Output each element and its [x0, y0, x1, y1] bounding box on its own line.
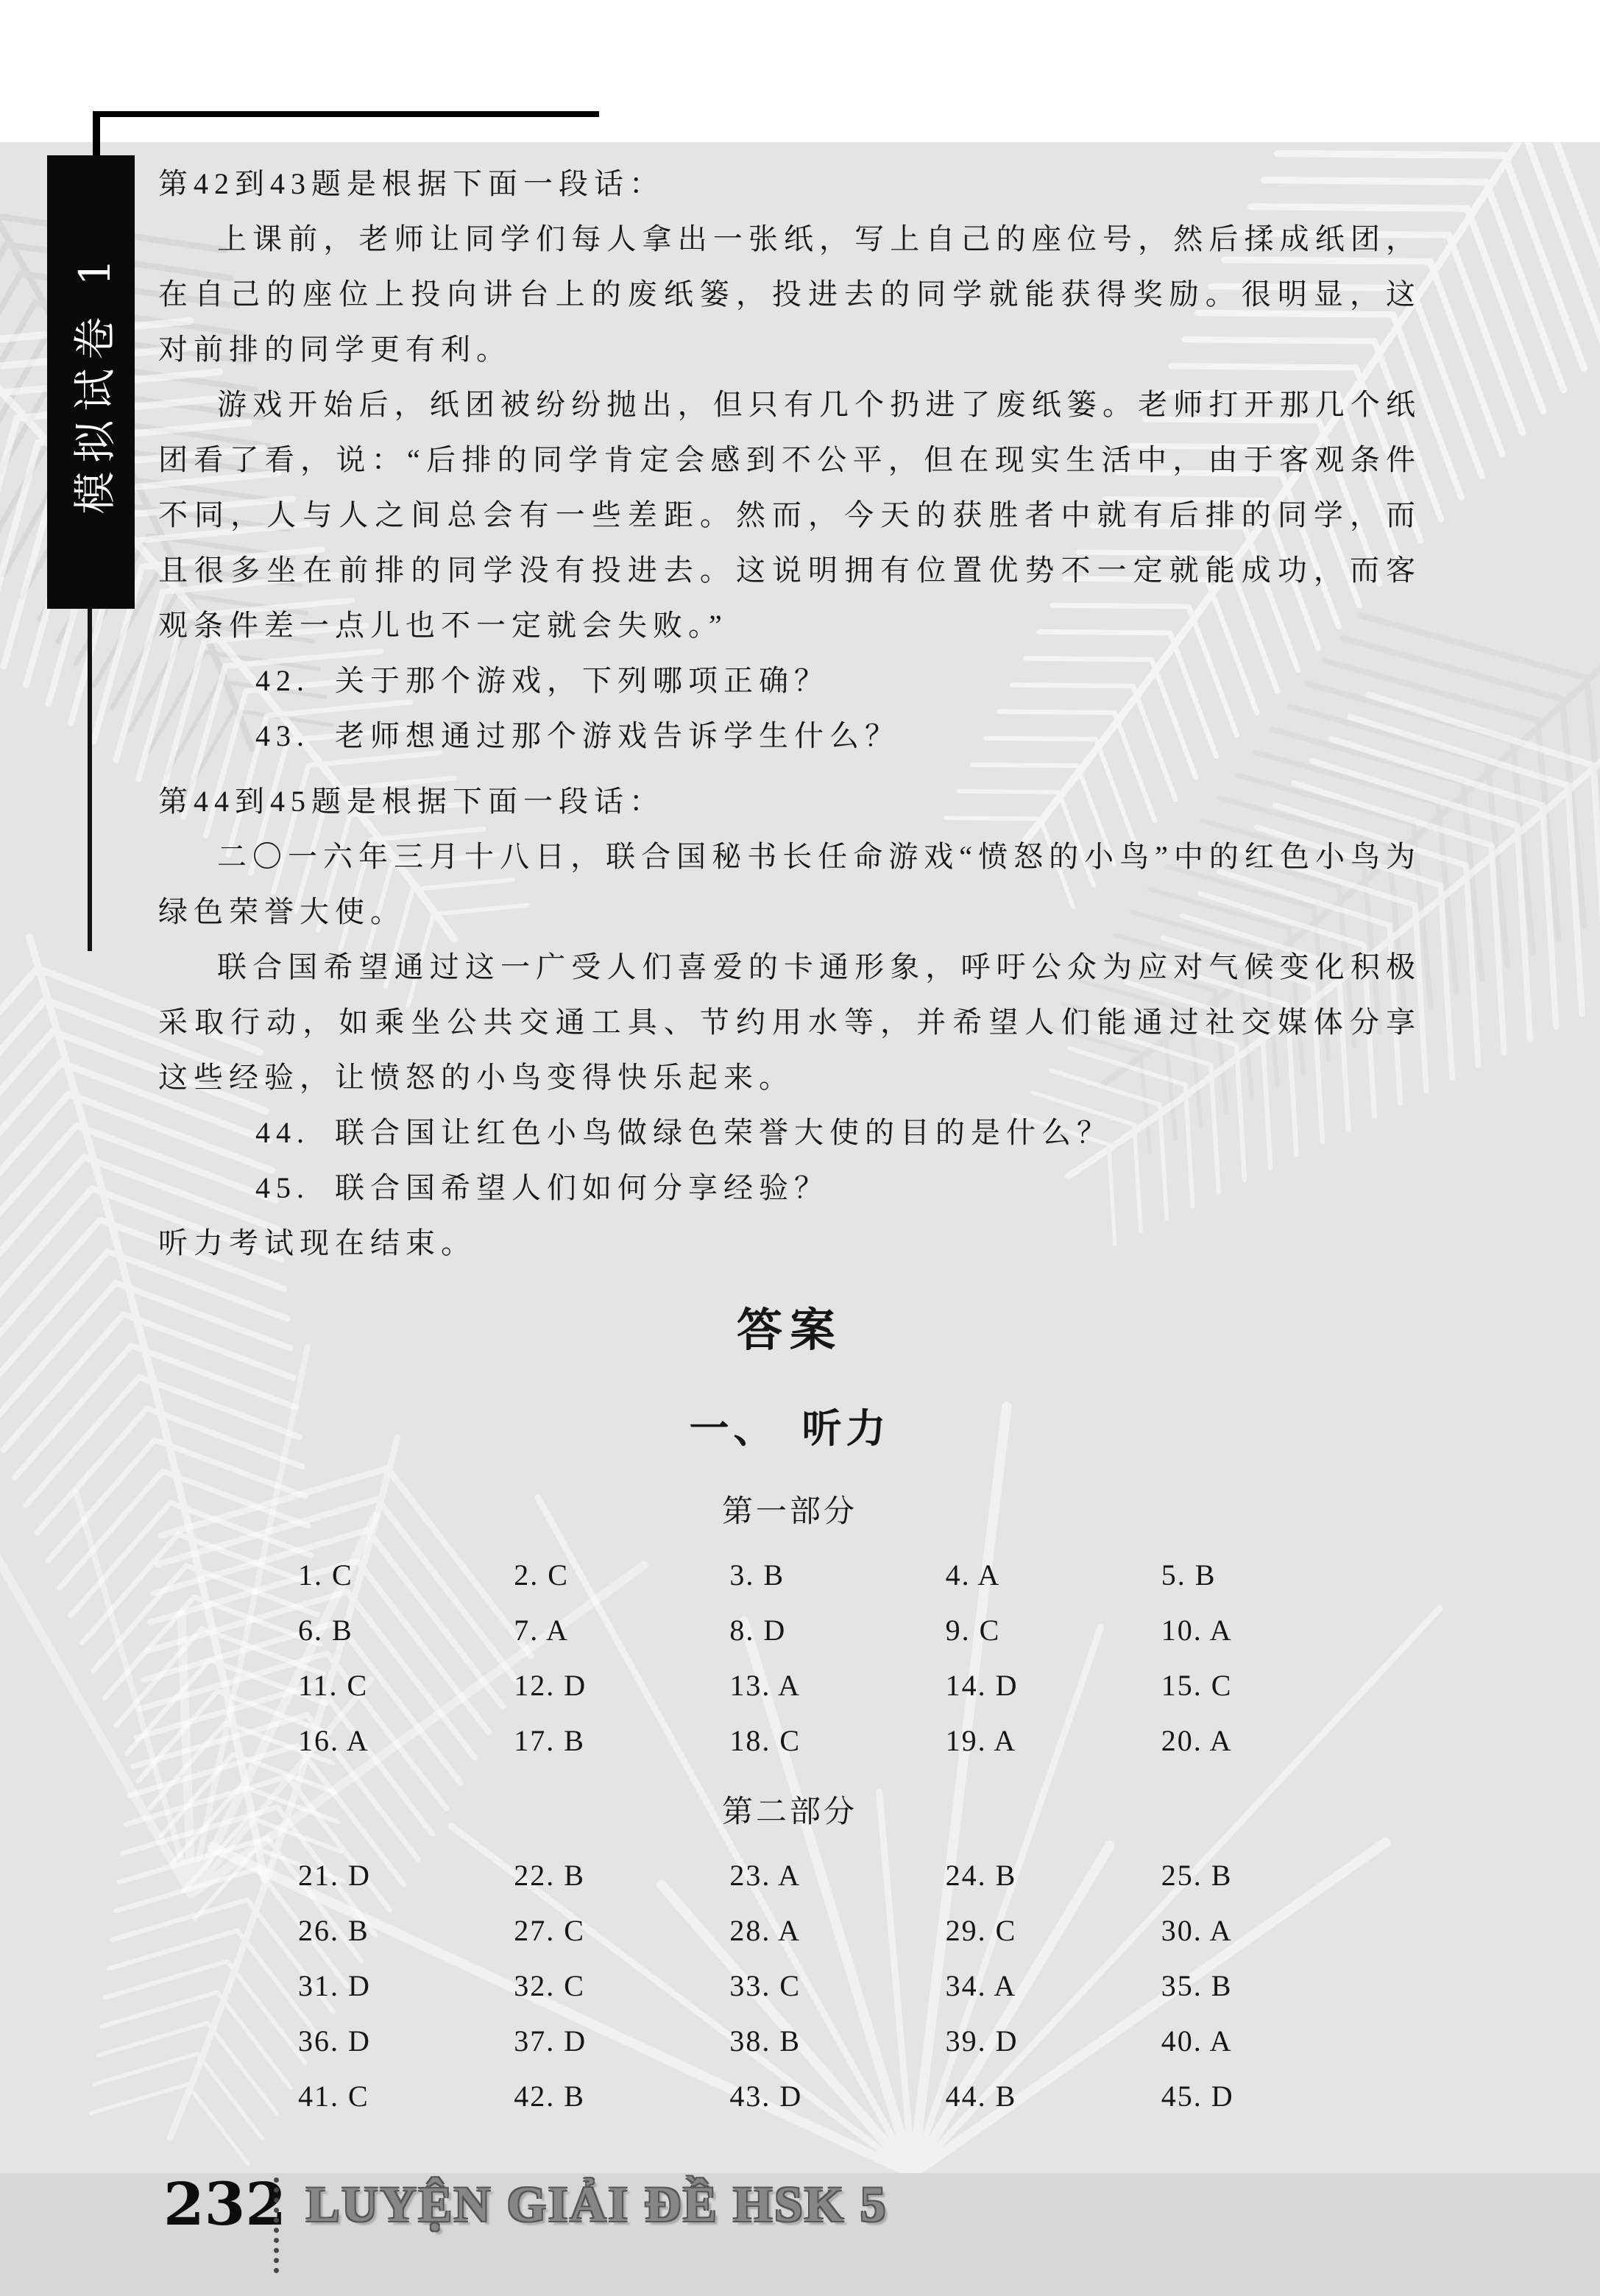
passage1-paragraph-2: 游戏开始后，纸团被纷纷抛出，但只有几个扔进了废纸篓。老师打开那几个纸团看了看，说：“后排的同学肯定会感到不公平，但在现实生活中，由于客观条件不同，人与人之间总会有一些差距。然而，今天的获胜者中就有后排的同学，而且很多坐在前排的同学没有投进去。这说明拥有位置优势不一定就能成功，而客观条件差一点儿也不一定就会失败。”: [158, 388, 1421, 642]
answer-item: 28. A: [729, 1914, 801, 1947]
answer-item: 22. B: [514, 1859, 585, 1892]
part2-answer-grid: [158, 1848, 1421, 2124]
part2-header: 第二部分: [721, 1795, 857, 1829]
passage2-paragraph-2: 联合国希望通过这一广受人们喜爱的卡通形象，呼吁公众为应对气候变化积极采取行动，如乘坐公共交通工具、节约用水等，并希望人们能通过社交媒体分享这些经验，让愤怒的小鸟变得快乐起来。: [158, 950, 1421, 1094]
answer-item: 36. D: [298, 2024, 371, 2057]
question-42-number: 42.: [255, 664, 310, 697]
answer-item: 23. A: [729, 1859, 801, 1892]
answer-item: 17. B: [514, 1724, 585, 1757]
question-43-text: 老师想通过那个游戏告诉学生什么？: [335, 719, 900, 752]
part1-header: 第一部分: [721, 1495, 857, 1529]
passage2-paragraph-1: 二〇一六年三月十八日，联合国秘书长任命游戏“愤怒的小鸟”中的红色小鸟为绿色荣誉大使。: [158, 840, 1421, 928]
answer-item: 2. C: [514, 1558, 569, 1592]
passage1-header: 第42到43题是根据下面一段话：: [158, 167, 665, 200]
answer-item: 15. C: [1161, 1669, 1233, 1702]
answer-item: 1. C: [298, 1558, 353, 1592]
answer-item: 34. A: [945, 1969, 1017, 2002]
answer-item: 40. A: [1161, 2024, 1233, 2057]
sidebar-tab: [47, 155, 135, 609]
answer-item: 42. B: [514, 2080, 585, 2113]
answer-item: 30. A: [1161, 1914, 1233, 1947]
page-content: [158, 156, 1421, 2124]
answer-item: 37. D: [514, 2024, 587, 2057]
answers-section-listening: 一、 听力: [689, 1407, 891, 1451]
book-title: LUYỆN GIẢI ĐỀ HSK 5: [306, 2176, 888, 2232]
page-footer: [0, 2169, 1600, 2296]
answer-item: 45. D: [1161, 2080, 1234, 2113]
answer-item: 5. B: [1161, 1558, 1217, 1592]
answer-item: 35. B: [1161, 1969, 1233, 2002]
answer-item: 9. C: [945, 1614, 1001, 1647]
question-43: [158, 708, 1421, 763]
listening-end-note: 听力考试现在结束。: [158, 1226, 476, 1260]
answer-item: 21. D: [298, 1859, 371, 1892]
answer-item: 26. B: [298, 1914, 369, 1947]
question-43-number: 43.: [255, 719, 310, 752]
answer-item: 29. C: [945, 1914, 1017, 1947]
answer-item: 13. A: [729, 1669, 801, 1702]
answers-title: 答案: [736, 1306, 843, 1356]
answer-item: 20. A: [1161, 1724, 1233, 1757]
answer-item: 10. A: [1161, 1614, 1233, 1647]
answer-item: 38. B: [729, 2024, 801, 2057]
sidebar-tab-label: 模拟试卷 1: [69, 250, 120, 515]
passage2-header: 第44到45题是根据下面一段话：: [158, 785, 665, 818]
answer-item: 3. B: [729, 1558, 785, 1592]
answer-item: 24. B: [945, 1859, 1017, 1892]
question-45: [158, 1160, 1421, 1215]
passage1-paragraph-1: 上课前，老师让同学们每人拿出一张纸，写上自己的座位号，然后揉成纸团，在自己的座位上投向讲台上的废纸篓，投进去的同学就能获得奖励。很明显，这对前排的同学更有利。: [158, 222, 1421, 366]
question-44-text: 联合国让红色小鸟做绿色荣誉大使的目的是什么？: [335, 1116, 1112, 1149]
sidebar-rule-line: [88, 609, 92, 951]
answer-item: 14. D: [945, 1669, 1019, 1702]
answer-item: 31. D: [298, 1969, 371, 2002]
answer-item: 39. D: [945, 2024, 1019, 2057]
answer-item: 7. A: [514, 1614, 569, 1647]
answer-item: 18. C: [729, 1724, 801, 1757]
answer-item: 33. C: [729, 1969, 801, 2002]
top-rule-connector: [93, 111, 100, 158]
question-42: [158, 653, 1421, 708]
answer-item: 16. A: [298, 1724, 369, 1757]
answer-item: 12. D: [514, 1669, 587, 1702]
question-42-text: 关于那个游戏，下列哪项正确？: [335, 664, 829, 697]
page-number: 232: [163, 2169, 286, 2239]
part1-answer-grid: [158, 1547, 1421, 1768]
answer-item: 11. C: [298, 1669, 369, 1702]
answer-item: 6. B: [298, 1614, 353, 1647]
answer-item: 41. C: [298, 2080, 369, 2113]
question-44-number: 44.: [255, 1116, 310, 1149]
answer-item: 32. C: [514, 1969, 585, 2002]
answer-item: 19. A: [945, 1724, 1017, 1757]
answer-item: 25. B: [1161, 1859, 1233, 1892]
answer-item: 4. A: [945, 1558, 1001, 1592]
answer-item: 8. D: [729, 1614, 787, 1647]
answer-item: 44. B: [945, 2080, 1017, 2113]
answer-item: 43. D: [729, 2080, 803, 2113]
question-45-number: 45.: [255, 1171, 310, 1204]
answer-item: 27. C: [514, 1914, 585, 1947]
footer-dotted-divider: [274, 2177, 279, 2273]
question-45-text: 联合国希望人们如何分享经验？: [335, 1171, 829, 1204]
question-44: [158, 1105, 1421, 1160]
top-rule-line: [93, 111, 599, 117]
